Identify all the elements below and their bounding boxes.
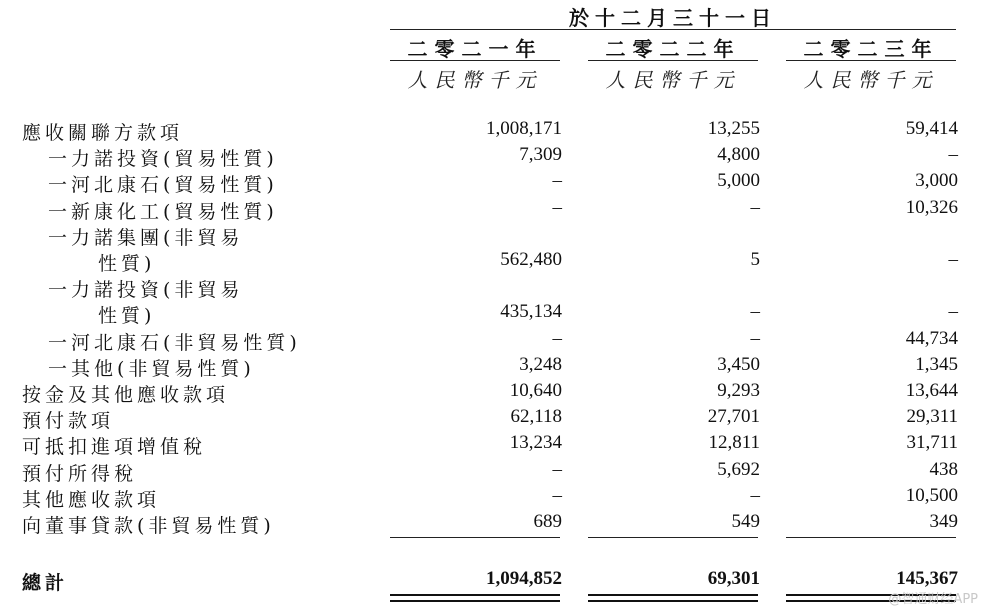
watermark-text: @智通财经APP xyxy=(888,592,978,607)
row-value-2022: 5,692 xyxy=(717,459,760,480)
row-value-2023: 59,414 xyxy=(905,118,958,139)
row-label: 預付款項 xyxy=(22,410,115,432)
row-value-2023: 44,734 xyxy=(905,328,958,349)
row-value-2022: – xyxy=(750,197,760,218)
row-value-2021: 689 xyxy=(533,511,562,532)
subtotal-rule-2022 xyxy=(588,537,758,538)
total-value-2022: 69,301 xyxy=(707,568,760,589)
row-label: 按金及其他應收款項 xyxy=(22,384,230,406)
row-value-2021: 13,234 xyxy=(509,432,562,453)
row-value-2021: 10,640 xyxy=(509,380,562,401)
row-value-2022: – xyxy=(750,485,760,506)
row-label: 性質) xyxy=(98,253,156,275)
subtotal-rule-2023 xyxy=(786,537,956,538)
row-label: 一其他(非貿易性質) xyxy=(48,358,255,380)
total-label: 總計 xyxy=(22,572,69,594)
row-label: 一力諾集團(非貿易 xyxy=(48,227,244,249)
row-value-2023: – xyxy=(948,301,958,322)
total-value-2021: 1,094,852 xyxy=(486,568,562,589)
row-label: 應收關聯方款項 xyxy=(22,122,184,144)
row-label: 一力諾投資(非貿易 xyxy=(48,279,244,301)
row-value-2022: – xyxy=(750,301,760,322)
column-header-2022: 二零二二年 xyxy=(605,37,741,61)
row-value-2021: – xyxy=(552,170,562,191)
row-value-2021: – xyxy=(552,459,562,480)
row-label: 可抵扣進項增值稅 xyxy=(22,436,207,458)
row-value-2021: 562,480 xyxy=(500,249,562,270)
row-value-2022: 5,000 xyxy=(717,170,760,191)
subtotal-rule-2021 xyxy=(390,537,560,538)
row-value-2022: 549 xyxy=(731,511,760,532)
row-value-2022: 27,701 xyxy=(707,406,760,427)
row-value-2022: 3,450 xyxy=(717,354,760,375)
row-value-2022: – xyxy=(750,328,760,349)
row-label: 其他應收款項 xyxy=(22,489,161,511)
total-double-rule-2021 xyxy=(390,594,560,596)
column-header-2021: 二零二一年 xyxy=(407,37,543,61)
row-value-2023: 3,000 xyxy=(915,170,958,191)
period-header: 於十二月三十一日 xyxy=(569,6,777,30)
row-label: 一河北康石(貿易性質) xyxy=(48,174,278,196)
total-double-rule-2021-lower xyxy=(390,600,560,602)
row-value-2023: 29,311 xyxy=(906,406,958,427)
total-double-rule-2022-lower xyxy=(588,600,758,602)
row-label: 性質) xyxy=(98,305,156,327)
row-value-2021: 62,118 xyxy=(510,406,562,427)
row-value-2023: 10,500 xyxy=(905,485,958,506)
row-value-2022: 13,255 xyxy=(707,118,760,139)
row-value-2021: – xyxy=(552,485,562,506)
row-value-2022: 12,811 xyxy=(708,432,760,453)
row-value-2023: – xyxy=(948,144,958,165)
row-value-2021: – xyxy=(552,197,562,218)
row-value-2023: 349 xyxy=(929,511,958,532)
period-rule xyxy=(390,29,956,30)
row-label: 向董事貸款(非貿易性質) xyxy=(22,515,275,537)
column-rule-2023 xyxy=(786,60,956,61)
row-value-2022: 9,293 xyxy=(717,380,760,401)
column-rule-2022 xyxy=(588,60,758,61)
column-unit-2022: 人民幣千元 xyxy=(605,68,741,92)
row-value-2023: 10,326 xyxy=(905,197,958,218)
row-value-2023: 1,345 xyxy=(915,354,958,375)
row-value-2021: 7,309 xyxy=(519,144,562,165)
row-value-2021: 1,008,171 xyxy=(486,118,562,139)
column-rule-2021 xyxy=(390,60,560,61)
column-unit-2021: 人民幣千元 xyxy=(407,68,543,92)
total-value-2023: 145,367 xyxy=(896,568,958,589)
row-value-2023: – xyxy=(948,249,958,270)
row-value-2021: 435,134 xyxy=(500,301,562,322)
row-label: 一河北康石(非貿易性質) xyxy=(48,332,301,354)
row-value-2023: 438 xyxy=(929,459,958,480)
row-value-2022: 4,800 xyxy=(717,144,760,165)
total-double-rule-2022 xyxy=(588,594,758,596)
row-label: 一力諾投資(貿易性質) xyxy=(48,148,278,170)
row-value-2023: 31,711 xyxy=(906,432,958,453)
row-value-2023: 13,644 xyxy=(905,380,958,401)
row-value-2022: 5 xyxy=(750,249,760,270)
column-unit-2023: 人民幣千元 xyxy=(803,68,939,92)
row-label: 一新康化工(貿易性質) xyxy=(48,201,278,223)
row-value-2021: – xyxy=(552,328,562,349)
row-value-2021: 3,248 xyxy=(519,354,562,375)
row-label: 預付所得稅 xyxy=(22,463,138,485)
column-header-2023: 二零二三年 xyxy=(803,37,939,61)
